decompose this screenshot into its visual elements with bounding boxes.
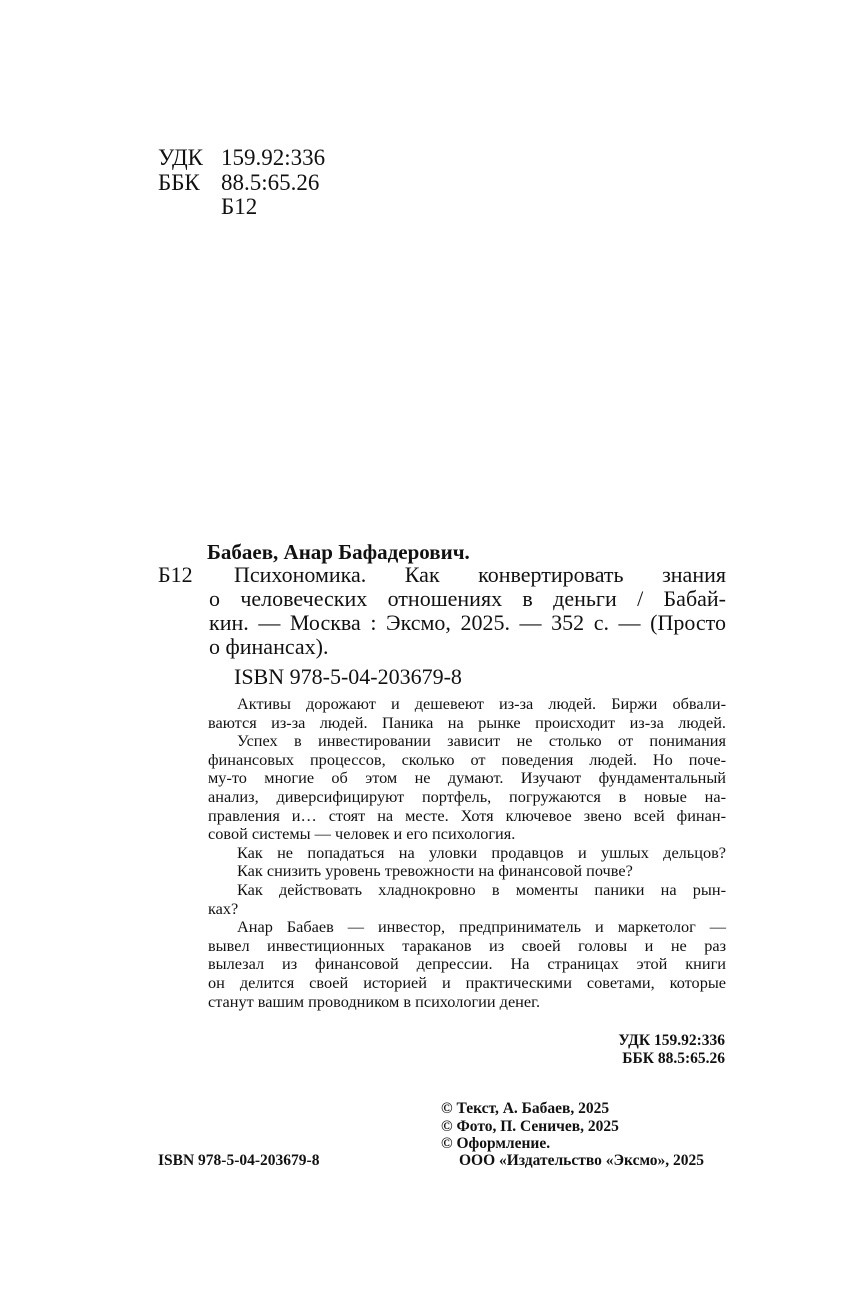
copyright-line: ООО «Издательство «Эксмо», 2025 (459, 1152, 705, 1169)
udk-label: УДК (158, 145, 203, 170)
bib-line: кин. — Москва : Эксмо, 2025. — 352 с. — (Просто (209, 610, 726, 635)
bib-line: о человеческих отношениях в деньги / Бабай- (209, 586, 726, 611)
copyright-line: © Текст, А. Бабаев, 2025 (441, 1100, 610, 1117)
udk-line (158, 145, 325, 170)
bib-code: Б12 (158, 562, 193, 587)
isbn-main: ISBN 978-5-04-203679-8 (234, 664, 462, 689)
annotation-line: правления и… стоят на месте. Хотя ключевое звено всей финан- (208, 805, 726, 825)
bottom-isbn: ISBN 978-5-04-203679-8 (158, 1152, 320, 1169)
annotation-line: Как не попадаться на уловки продавцов и ушлых дельцов? (237, 842, 726, 862)
annotation-line: вывел инвестиционных тараканов из своей головы и не раз (208, 935, 726, 955)
annotation-line: станут вашим проводником в психологии денег. (208, 991, 541, 1011)
bib-line: о финансах). (209, 634, 329, 659)
udk-value: 159.92:336 (221, 145, 326, 170)
annotation-line: Как снизить уровень тревожности на финансовой почве? (237, 861, 633, 881)
annotation-line: анализ, диверсифицируют портфель, погружаются в новые на- (208, 786, 726, 806)
annotation (208, 695, 726, 1011)
copyright-line: © Фото, П. Сеничев, 2025 (441, 1118, 619, 1135)
bottom-udk: УДК 159.92:336 (618, 1032, 725, 1049)
annotation-line: вылезал из финансовой депрессии. На страницах этой книги (208, 954, 726, 974)
annotation-line: Анар Бабаев — инвестор, предприниматель и маркетолог — (237, 917, 726, 937)
annotation-line: он делится своей историей и практическими советами, которые (208, 972, 726, 992)
annotation-line: ваются из-за людей. Паника на рынке происходит из-за людей. (208, 712, 726, 732)
bib-line: Психономика. Как конвертировать знания (234, 562, 726, 587)
author-mark: Б12 (221, 194, 258, 219)
bottom-bbk: ББК 88.5:65.26 (622, 1050, 725, 1067)
annotation-line: финансовых процессов, сколько от поведения людей. Но поче- (208, 749, 726, 769)
annotation-line: му-то многие об этом не думают. Изучают фундаментальный (208, 768, 726, 788)
author-name: Бабаев, Анар Бафадерович. (207, 540, 470, 564)
copyright-line: © Оформление. (441, 1135, 551, 1152)
bbk-value: 88.5:65.26 (221, 170, 320, 195)
annotation-line: Как действовать хладнокровно в моменты паники на рын- (237, 879, 726, 899)
annotation-line: Активы дорожают и дешевеют из-за людей. Биржи обвали- (237, 694, 726, 713)
annotation-line: Успех в инвестировании зависит не столько от понимания (237, 731, 726, 751)
bbk-label: ББК (158, 170, 200, 195)
annotation-line: ках? (208, 898, 239, 918)
bbk-line (158, 170, 319, 195)
annotation-line: совой системы — человек и его психология. (208, 824, 516, 844)
